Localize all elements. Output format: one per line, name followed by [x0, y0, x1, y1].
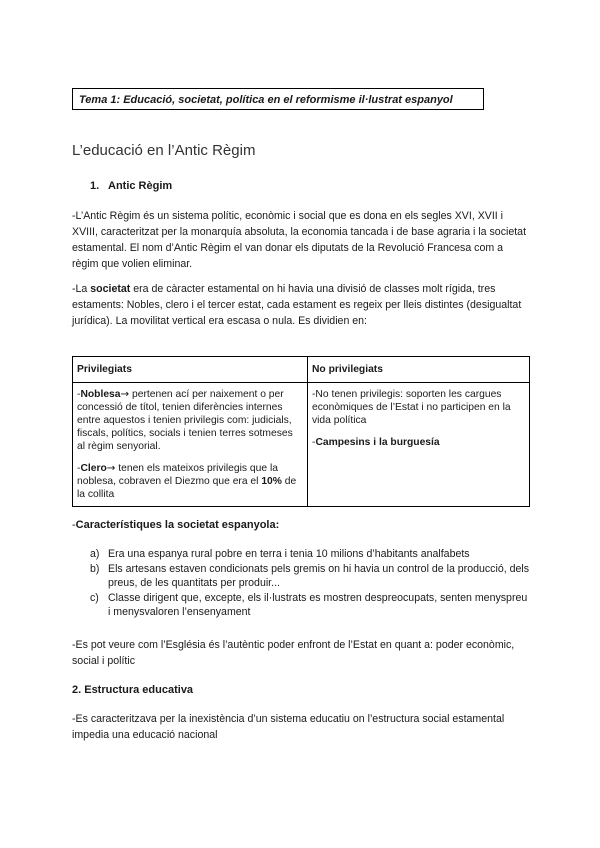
- arrow-right-icon: →: [120, 388, 130, 400]
- list-item-text: Era una espanya rural pobre en terra i tenia 10 milions d’habitants analfabets: [108, 548, 470, 560]
- noblesa-text: pertenen ací per naixement o per concessió de títol, tenien diferències internes entre aquestos i tenien privilegis com: judicials, fiscals, polítics, socials i tenien terres sotmeses al règim senyorial.: [77, 389, 293, 452]
- paragraph-societat: [72, 281, 530, 329]
- clero-entry: -Clero→ tenen els mateixos privilegis que la noblesa, cobraven el Diezmo que era el 10% de la collita: [77, 462, 297, 500]
- paragraph-esglesia: -Es pot veure com l’Església és l’autèntic poder enfront de l’Estat en quant a: poder econòmic, social i polític: [72, 639, 515, 667]
- topic-title-box: [72, 88, 484, 110]
- list-marker: c): [90, 591, 99, 604]
- section-2-heading: 2. Estructura educativa: [72, 684, 194, 696]
- clero-text-end: de la collita: [77, 476, 297, 500]
- cell-privilegiats: [73, 383, 308, 507]
- list-item-text: Els artesans estaven condicionats pels gremis on hi havia un control de la producció, dels preus, de les quantitats per produir...: [108, 562, 530, 589]
- paragraph-societat-bold: societat: [90, 283, 131, 295]
- table-header-row: [73, 357, 530, 383]
- list-marker: b): [90, 562, 100, 575]
- main-heading: L’educació en l’Antic Règim: [72, 142, 256, 159]
- header-privilegiats: Privilegiats: [73, 357, 308, 383]
- topic-title: Tema 1: Educació, societat, política en el reformisme il·lustrat espanyol: [79, 94, 453, 106]
- arrow-right-icon: →: [106, 462, 116, 474]
- list-item: [72, 591, 530, 620]
- list-item: [72, 547, 530, 562]
- no-privilegiats-entry: -No tenen privilegis: soporten les cargues econòmiques de l’Estat i no participen en la vida política: [312, 389, 511, 426]
- paragraph-estructura: -Es caracteritzava per la inexistència d’un sistema educatiu on l’estructura social estamental impedia una educació nacional: [72, 713, 505, 741]
- section-1-number: 1.: [90, 180, 100, 192]
- paragraph-antic-regim: -L’Antic Règim és un sistema polític, econòmic i social que es dona en els segles XVI, XVII i XVIII, caracteritzat per la monarquía absoluta, la economia tancada i de base agraria i la societat estamental. El nom d’Antic Règim el van donar els diputats de la Revolució Francesa com a règim que volien eliminar.: [72, 210, 527, 270]
- list-marker: a): [90, 548, 100, 560]
- table-row: [73, 383, 530, 507]
- noblesa-label: Noblesa: [80, 389, 121, 400]
- clero-percent: 10%: [261, 476, 282, 487]
- clero-text: tenen els mateixos privilegis que la noblesa, cobraven el Diezmo que era el: [77, 463, 278, 487]
- cell-no-privilegiats: [308, 383, 530, 507]
- noblesa-entry: -Noblesa→ pertenen ací per naixement o per concessió de títol, tenien diferències internes entre aquestos i tenien privilegis com: judicials, fiscals, polítics, socials i tenien terres sotmeses al règim senyorial.: [77, 388, 293, 452]
- campesins-label: Campesins i la burguesía: [315, 437, 440, 448]
- section-1-heading: [90, 180, 172, 192]
- characteristics-heading: -Característiques la societat espanyola:: [72, 519, 280, 531]
- paragraph-societat-prefix: -La: [72, 283, 91, 295]
- campesins-entry: -Campesins i la burguesía: [312, 437, 440, 448]
- section-1-title: Antic Règim: [108, 180, 173, 192]
- estaments-table: [72, 356, 530, 507]
- characteristics-list: [72, 547, 530, 620]
- list-item: [72, 562, 530, 591]
- list-item-text: Classe dirigent que, excepte, els il·lustrats es mostren despreocupats, senten menyspreu i menysvaloren l’ensenyament: [108, 591, 528, 618]
- paragraph-societat-rest: era de càracter estamental on hi havia una divisió de classes molt rígida, tres estaments: Nobles, clero i el tercer estat, cada estament es regeix per lleis distintes (desigualtat jurídica). La movilitat vertical era escasa o nula. Es dividien en:: [72, 283, 522, 327]
- header-no-privilegiats: No privilegiats: [308, 357, 530, 383]
- clero-label: Clero: [80, 463, 107, 474]
